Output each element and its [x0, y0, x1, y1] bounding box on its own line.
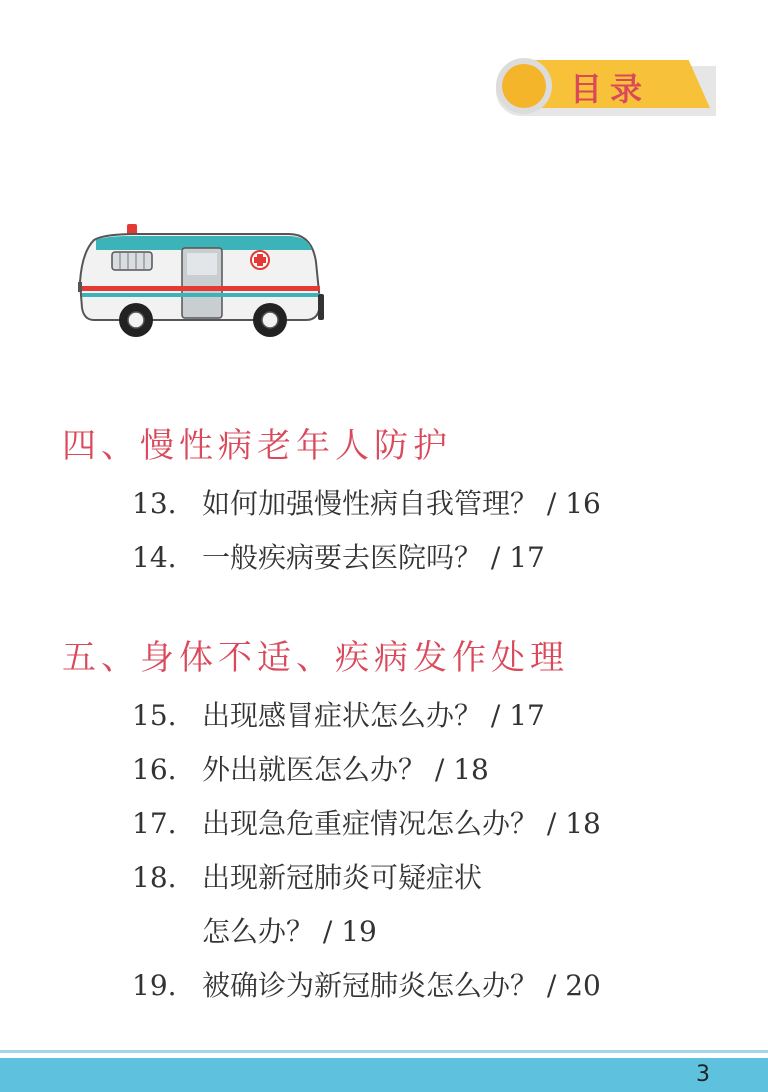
toc-item-text: 外出就医怎么办？ / 18 [202, 753, 489, 786]
toc-item-14[interactable] [132, 541, 545, 574]
toc-item-text: 被确诊为新冠肺炎怎么办？ / 20 [202, 969, 601, 1002]
page-title: 目录 [570, 70, 651, 108]
section-title-4: 四、慢性病老年人防护 [62, 426, 452, 466]
toc-item-number: 17. [132, 807, 177, 840]
toc-item-number: 14. [132, 541, 177, 574]
toc-item-text: 出现急危重症情况怎么办？ / 18 [202, 807, 601, 840]
toc-item-text: 如何加强慢性病自我管理？ / 16 [202, 487, 601, 520]
toc-badge-circle-icon [502, 64, 546, 108]
toc-item-text: 出现感冒症状怎么办？ / 17 [202, 699, 545, 732]
ambulance-icon [74, 222, 330, 340]
toc-item-number: 19. [132, 969, 177, 1002]
toc-item-19[interactable] [132, 969, 601, 1002]
toc-item-number: 13. [132, 487, 177, 520]
toc-item-17[interactable] [132, 807, 601, 840]
footer-bar [0, 1058, 768, 1092]
toc-item-18[interactable] [132, 861, 483, 894]
toc-item-text: 一般疾病要去医院吗？ / 17 [202, 541, 545, 574]
toc-item-15[interactable] [132, 699, 545, 732]
toc-item-18-continuation[interactable]: 怎么办？ / 19 [202, 915, 377, 948]
toc-item-number: 15. [132, 699, 177, 732]
toc-item-text: 出现新冠肺炎可疑症状 [202, 861, 483, 894]
section-title-5: 五、身体不适、疾病发作处理 [62, 638, 569, 678]
toc-item-16[interactable] [132, 753, 489, 786]
toc-item-13[interactable] [132, 487, 601, 520]
toc-item-number: 16. [132, 753, 177, 786]
page-number: 3 [696, 1062, 710, 1087]
toc-item-number: 18. [132, 861, 177, 894]
footer-divider [0, 1050, 768, 1053]
toc-badge [492, 58, 718, 118]
